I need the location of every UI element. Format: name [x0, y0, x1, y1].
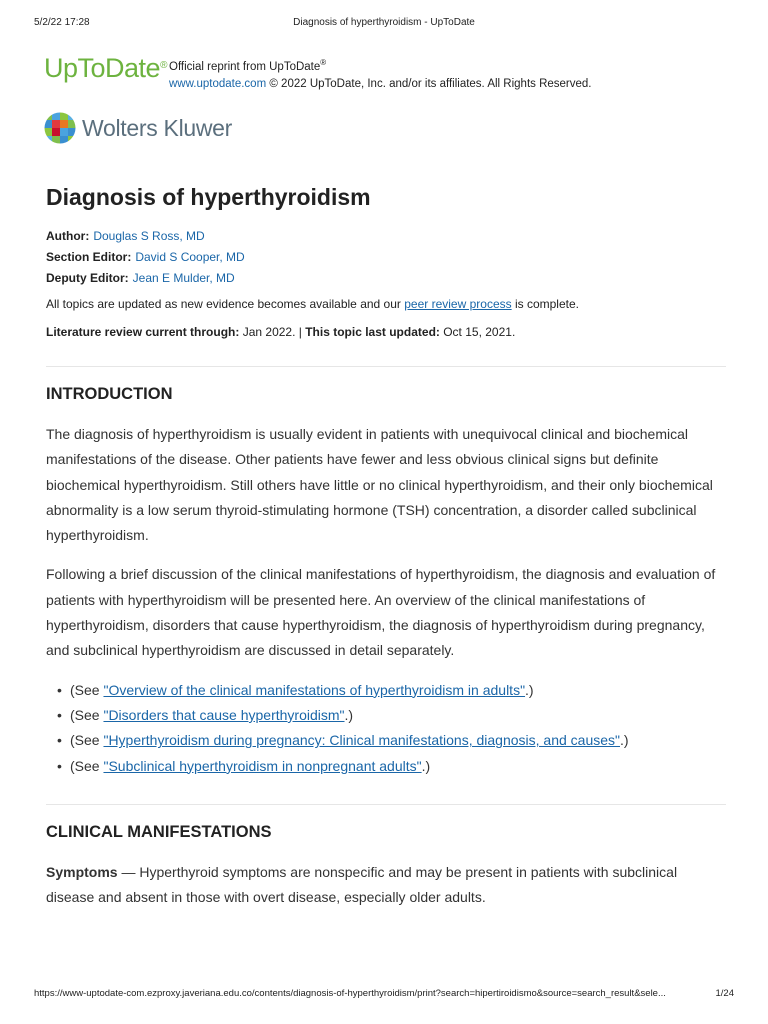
update-note: All topics are updated as new evidence becomes available and our peer review process is complete. [46, 297, 579, 311]
uptodate-logo [44, 52, 167, 84]
list-item: • (See "Overview of the clinical manifestations of hyperthyroidism in adults".) [70, 678, 726, 703]
last-updated-label: This topic last updated: [305, 325, 440, 339]
uptodate-logo-mark: ® [160, 60, 167, 71]
section-editor-label: Section Editor: [46, 250, 132, 264]
print-header [34, 17, 734, 31]
copyright-text: © 2022 UpToDate, Inc. and/or its affiliates. All Rights Reserved. [269, 77, 592, 90]
article-credits [46, 226, 726, 289]
lit-review-value: Jan 2022. | [239, 325, 306, 339]
section-editor-link[interactable]: David S Cooper, MD [135, 250, 245, 264]
deputy-editor-label: Deputy Editor: [46, 271, 129, 285]
print-datetime: 5/2/22 17:28 [34, 17, 90, 28]
list-item: • (See "Subclinical hyperthyroidism in nonpregnant adults".) [70, 754, 726, 779]
last-updated-value: Oct 15, 2021. [439, 325, 516, 339]
author-label: Author: [46, 229, 90, 243]
list-item: • (See "Hyperthyroidism during pregnancy: Clinical manifestations, diagnosis, and causes".) [70, 728, 726, 753]
topic-link[interactable]: "Hyperthyroidism during pregnancy: Clinical manifestations, diagnosis, and causes" [103, 732, 620, 749]
reprint-line: Official reprint from UpToDate [169, 60, 321, 73]
article-title: Diagnosis of hyperthyroidism [46, 184, 371, 210]
list-item: • (See "Disorders that cause hyperthyroidism".) [70, 703, 726, 728]
print-footer [34, 988, 734, 1002]
print-title: Diagnosis of hyperthyroidism - UpToDate [293, 17, 475, 28]
lit-review-label: Literature review current through: [46, 325, 240, 339]
introduction-paragraph-2: Following a brief discussion of the clinical manifestations of hyperthyroidism, the diagnosis and evaluation of patients with hyperthyroidism will be presented here. An overview of the clinical manifestations of hyperthyroidism, disorders that cause hyperthyroidism, the diagnosis of hyperthyroidism during pregnancy, and subclinical hyperthyroidism are discussed in detail separately. [46, 566, 716, 659]
author-link[interactable]: Douglas S Ross, MD [93, 229, 205, 243]
deputy-editor-link[interactable]: Jean E Mulder, MD [132, 271, 235, 285]
see-also-list [46, 678, 726, 779]
wolters-kluwer-icon [44, 112, 76, 144]
review-dates [46, 323, 726, 341]
print-url: https://www-uptodate-com.ezproxy.javeriana.edu.co/contents/diagnosis-of-hyperthyroidism/print?search=hipertiroidismo&source=search_result&sele... [34, 988, 666, 999]
wolters-kluwer-logo [44, 112, 232, 144]
topic-link[interactable]: "Subclinical hyperthyroidism in nonpregnant adults" [103, 757, 422, 774]
clinical-manifestations-heading: CLINICAL MANIFESTATIONS [46, 822, 272, 841]
reprint-mark: ® [320, 58, 327, 67]
uptodate-site-link[interactable]: www.uptodate.com [169, 77, 267, 90]
uptodate-logo-text: UpToDate [44, 53, 161, 83]
topic-link[interactable]: "Overview of the clinical manifestations of hyperthyroidism in adults" [103, 681, 526, 698]
symptoms-text: — Hyperthyroid symptoms are nonspecific and may be present in patients with subclinical disease and absent in those with overt disease, especially older adults. [46, 863, 678, 906]
symptoms-label: Symptoms [46, 863, 118, 880]
peer-review-link[interactable]: peer review process [404, 297, 512, 311]
divider [46, 804, 726, 805]
symptoms-paragraph [46, 860, 726, 911]
introduction-paragraph-1: The diagnosis of hyperthyroidism is usually evident in patients with unequivocal clinical and biochemical manifestations of the disease. Other patients have fewer and less obvious clinical signs but definite biochemical hyperthyroidism. Still others have little or no clinical hyperthyroidism, and their only biochemical abnormality is a low serum thyroid-stimulating hormone (TSH) concentration, a disorder called subclinical hyperthyroidism. [46, 426, 713, 544]
topic-link[interactable]: "Disorders that cause hyperthyroidism" [103, 706, 345, 723]
introduction-heading: INTRODUCTION [46, 385, 173, 403]
divider [46, 366, 726, 367]
publisher-name: Wolters Kluwer [82, 114, 233, 141]
page-number: 1/24 [715, 988, 734, 999]
article [46, 182, 726, 910]
reprint-notice [169, 54, 592, 93]
